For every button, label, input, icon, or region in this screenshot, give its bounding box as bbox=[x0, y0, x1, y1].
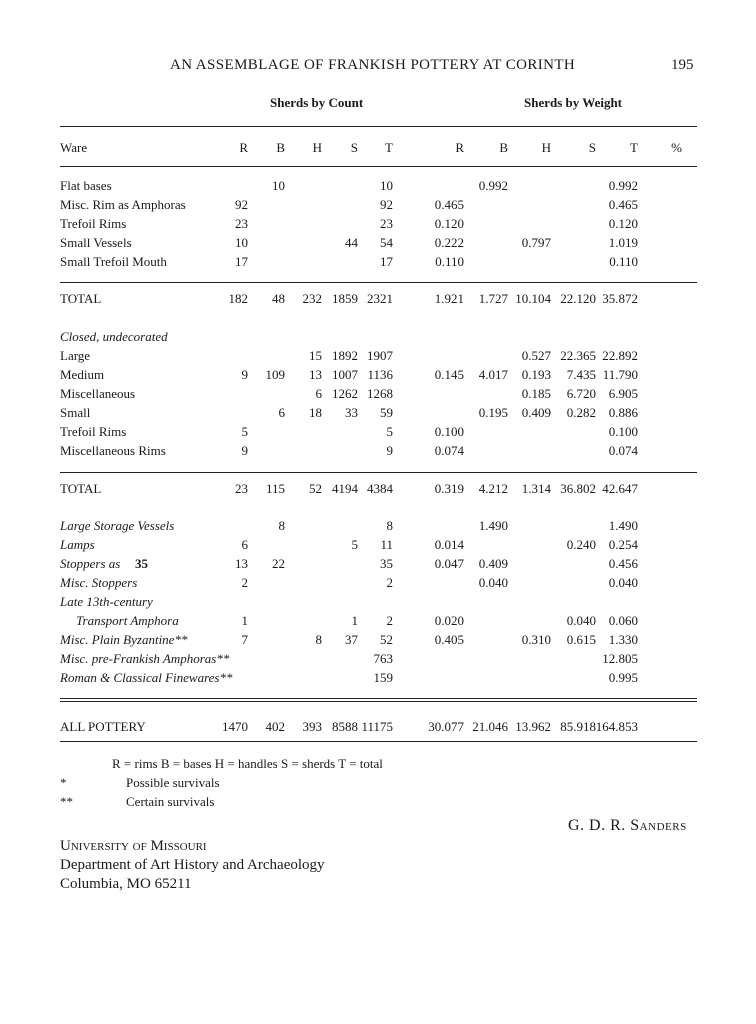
ware-label: Small Vessels bbox=[60, 235, 132, 250]
footnote-mark: * bbox=[60, 775, 67, 790]
weight-cell: 0.195 bbox=[478, 405, 508, 420]
count-cell: 23 bbox=[380, 216, 393, 231]
count-cell: 232 bbox=[302, 291, 322, 306]
weight-cell: 4.017 bbox=[478, 367, 508, 382]
count-cell: 2321 bbox=[367, 291, 393, 306]
count-cell: 1268 bbox=[367, 386, 393, 401]
ware-label: Roman & Classical Finewares** bbox=[60, 670, 233, 685]
count-cell: 182 bbox=[228, 291, 248, 306]
table-row bbox=[0, 613, 756, 631]
weight-cell: 0.282 bbox=[566, 405, 596, 420]
column-header: T bbox=[630, 140, 638, 155]
count-cell: 1470 bbox=[222, 719, 248, 734]
weight-cell: 0.615 bbox=[566, 632, 596, 647]
rule bbox=[60, 166, 697, 167]
count-cell: 6 bbox=[278, 405, 285, 420]
count-cell: 402 bbox=[265, 719, 285, 734]
count-cell: 8 bbox=[315, 632, 322, 647]
weight-cell: 35.872 bbox=[602, 291, 638, 306]
table-row bbox=[0, 556, 756, 574]
weight-cell: 0.222 bbox=[434, 235, 464, 250]
table-row bbox=[0, 216, 756, 234]
count-cell: 48 bbox=[272, 291, 285, 306]
count-cell: 54 bbox=[380, 235, 393, 250]
count-cell: 44 bbox=[345, 235, 358, 250]
weight-cell: 0.100 bbox=[434, 424, 464, 439]
weight-cell: 0.060 bbox=[608, 613, 638, 628]
count-cell: 92 bbox=[380, 197, 393, 212]
column-header: R bbox=[455, 140, 464, 155]
weight-cell: 0.886 bbox=[608, 405, 638, 420]
weight-cell: 6.905 bbox=[608, 386, 638, 401]
table-row bbox=[0, 575, 756, 593]
weight-cell: 4.212 bbox=[478, 481, 508, 496]
count-cell: 92 bbox=[235, 197, 248, 212]
weight-cell: 0.527 bbox=[521, 348, 551, 363]
weight-cell: 0.254 bbox=[608, 537, 638, 552]
ware-label: ALL POTTERY bbox=[60, 719, 146, 734]
weight-cell: 85.918 bbox=[560, 719, 596, 734]
weight-cell: 164.853 bbox=[595, 719, 638, 734]
weight-cell: 36.802 bbox=[560, 481, 596, 496]
rule bbox=[60, 282, 697, 283]
weight-group-header: Sherds by Weight bbox=[524, 95, 623, 110]
count-cell: 35 bbox=[380, 556, 393, 571]
count-cell: 763 bbox=[373, 651, 393, 666]
weight-cell: 0.797 bbox=[521, 235, 551, 250]
ware-label: Transport Amphora bbox=[76, 613, 179, 628]
column-header: S bbox=[350, 140, 358, 155]
ware-label: Miscellaneous bbox=[60, 386, 136, 401]
count-cell: 9 bbox=[241, 443, 248, 458]
ware-label: Flat bases bbox=[60, 178, 112, 193]
count-cell: 52 bbox=[380, 632, 393, 647]
weight-cell: 30.077 bbox=[428, 719, 464, 734]
table-row bbox=[0, 518, 756, 536]
table-row bbox=[0, 670, 756, 688]
count-cell: 37 bbox=[345, 632, 358, 647]
weight-cell: 1.921 bbox=[434, 291, 464, 306]
count-cell: 8 bbox=[386, 518, 393, 533]
count-cell: 393 bbox=[302, 719, 322, 734]
weight-cell: 1.490 bbox=[608, 518, 638, 533]
count-cell: 33 bbox=[345, 405, 358, 420]
column-header: B bbox=[276, 140, 285, 155]
table-row bbox=[0, 254, 756, 272]
ware-label: Small bbox=[60, 405, 91, 420]
weight-cell: 0.074 bbox=[434, 443, 464, 458]
footnote-text: Possible survivals bbox=[126, 775, 220, 790]
ware-label: Medium bbox=[60, 367, 105, 382]
weight-cell: 0.120 bbox=[434, 216, 464, 231]
table-row bbox=[0, 632, 756, 650]
count-cell: 4384 bbox=[367, 481, 393, 496]
table-row bbox=[0, 481, 756, 499]
count-cell: 23 bbox=[235, 216, 248, 231]
ware-label: Late 13th-century bbox=[60, 594, 153, 609]
table-row bbox=[0, 178, 756, 196]
count-cell: 1007 bbox=[332, 367, 358, 382]
page-number: 195 bbox=[671, 57, 694, 73]
count-cell: 10 bbox=[235, 235, 248, 250]
ware-label: Misc. Plain Byzantine** bbox=[60, 632, 188, 647]
count-cell: 15 bbox=[309, 348, 322, 363]
page-header bbox=[0, 57, 756, 77]
weight-cell: 0.040 bbox=[608, 575, 638, 590]
weight-cell: 11.790 bbox=[602, 367, 638, 382]
count-cell: 11175 bbox=[361, 719, 393, 734]
weight-cell: 0.240 bbox=[566, 537, 596, 552]
weight-cell: 0.409 bbox=[478, 556, 508, 571]
weight-cell: 0.074 bbox=[608, 443, 638, 458]
table-row bbox=[0, 367, 756, 385]
count-cell: 6 bbox=[241, 537, 248, 552]
count-cell: 13 bbox=[309, 367, 322, 382]
count-cell: 115 bbox=[265, 481, 285, 496]
column-header: % bbox=[671, 140, 682, 155]
table-row bbox=[0, 537, 756, 555]
table-row bbox=[0, 405, 756, 423]
count-cell: 109 bbox=[265, 367, 285, 382]
weight-cell: 0.319 bbox=[434, 481, 464, 496]
table-row bbox=[0, 719, 756, 737]
table-row bbox=[0, 197, 756, 215]
count-cell: 10 bbox=[380, 178, 393, 193]
footnote-text: Certain survivals bbox=[126, 794, 215, 809]
weight-cell: 21.046 bbox=[472, 719, 508, 734]
weight-cell: 0.310 bbox=[521, 632, 551, 647]
weight-cell: 1.330 bbox=[608, 632, 638, 647]
ware-label: Misc. Rim as Amphoras bbox=[60, 197, 186, 212]
count-cell: 52 bbox=[309, 481, 322, 496]
table-row bbox=[0, 235, 756, 253]
rule bbox=[60, 741, 697, 742]
count-cell: 18 bbox=[309, 405, 322, 420]
weight-cell: 0.185 bbox=[521, 386, 551, 401]
ware-label: Miscellaneous Rims bbox=[60, 443, 166, 458]
count-cell: 2 bbox=[241, 575, 248, 590]
count-cell: 17 bbox=[235, 254, 248, 269]
affiliation-department: Department of Art History and Archaeology bbox=[60, 857, 325, 873]
count-cell: 13 bbox=[235, 556, 248, 571]
count-cell: 159 bbox=[373, 670, 393, 685]
rule bbox=[60, 698, 697, 702]
ware-label: Closed, undecorated bbox=[60, 329, 168, 344]
ware-label: Trefoil Rims bbox=[60, 216, 127, 231]
weight-cell: 0.405 bbox=[434, 632, 464, 647]
count-cell: 5 bbox=[351, 537, 358, 552]
ware-label: Misc. Stoppers bbox=[60, 575, 138, 590]
count-cell: 7 bbox=[241, 632, 248, 647]
count-cell: 11 bbox=[380, 537, 393, 552]
count-cell: 1859 bbox=[332, 291, 358, 306]
ware-label: Large Storage Vessels bbox=[60, 518, 175, 533]
weight-cell: 12.805 bbox=[602, 651, 638, 666]
column-header-row bbox=[0, 140, 756, 158]
rule bbox=[60, 472, 697, 473]
weight-cell: 0.995 bbox=[608, 670, 638, 685]
weight-cell: 0.992 bbox=[608, 178, 638, 193]
ware-label: Trefoil Rims bbox=[60, 424, 127, 439]
count-cell: 4194 bbox=[332, 481, 358, 496]
table-row bbox=[0, 594, 756, 612]
weight-cell: 1.727 bbox=[478, 291, 508, 306]
weight-cell: 7.435 bbox=[566, 367, 596, 382]
table-row bbox=[0, 651, 756, 669]
weight-cell: 0.456 bbox=[608, 556, 638, 571]
count-cell: 10 bbox=[272, 178, 285, 193]
weight-cell: 0.409 bbox=[521, 405, 551, 420]
rule bbox=[60, 126, 697, 127]
column-header: T bbox=[385, 140, 393, 155]
ware-label: Misc. pre-Frankish Amphoras** bbox=[60, 651, 230, 666]
table-row bbox=[0, 443, 756, 461]
ware-label: TOTAL bbox=[60, 291, 102, 306]
weight-cell: 22.365 bbox=[560, 348, 596, 363]
column-header: R bbox=[239, 140, 248, 155]
weight-cell: 0.145 bbox=[434, 367, 464, 382]
column-header: H bbox=[541, 140, 551, 155]
ware-label: TOTAL bbox=[60, 481, 102, 496]
table-row bbox=[0, 424, 756, 442]
weight-cell: 10.104 bbox=[515, 291, 551, 306]
catalogue-number: 35 bbox=[135, 556, 148, 571]
count-cell: 5 bbox=[241, 424, 248, 439]
weight-cell: 6.720 bbox=[566, 386, 596, 401]
weight-cell: 13.962 bbox=[515, 719, 551, 734]
affiliation-address: Columbia, MO 65211 bbox=[60, 876, 192, 892]
table-row bbox=[0, 386, 756, 404]
weight-cell: 0.193 bbox=[521, 367, 551, 382]
count-cell: 9 bbox=[241, 367, 248, 382]
weight-cell: 0.992 bbox=[478, 178, 508, 193]
count-cell: 2 bbox=[386, 613, 393, 628]
table-row bbox=[0, 329, 756, 347]
count-cell: 1907 bbox=[367, 348, 393, 363]
table-row bbox=[0, 348, 756, 366]
column-header: H bbox=[312, 140, 322, 155]
count-cell: 9 bbox=[386, 443, 393, 458]
count-cell: 6 bbox=[315, 386, 322, 401]
count-cell: 23 bbox=[235, 481, 248, 496]
ware-label: Stoppers as bbox=[60, 556, 121, 571]
weight-cell: 0.110 bbox=[609, 254, 638, 269]
count-cell: 22 bbox=[272, 556, 285, 571]
weight-cell: 42.647 bbox=[602, 481, 638, 496]
footnote-mark: ** bbox=[60, 794, 73, 809]
count-cell: 1 bbox=[241, 613, 248, 628]
count-group-header: Sherds by Count bbox=[270, 95, 364, 110]
affiliation-university: University of Missouri bbox=[60, 838, 207, 854]
running-title: AN ASSEMBLAGE OF FRANKISH POTTERY AT CORINTH bbox=[170, 57, 576, 73]
weight-cell: 1.314 bbox=[521, 481, 551, 496]
count-cell: 8588 bbox=[332, 719, 358, 734]
legend-key: R = rims B = bases H = handles S = sherds T = total bbox=[112, 756, 383, 771]
ware-column-header: Ware bbox=[60, 140, 88, 155]
ware-label: Lamps bbox=[60, 537, 95, 552]
weight-cell: 0.120 bbox=[608, 216, 638, 231]
weight-cell: 22.892 bbox=[602, 348, 638, 363]
weight-cell: 0.110 bbox=[435, 254, 464, 269]
weight-cell: 0.040 bbox=[566, 613, 596, 628]
table-row bbox=[0, 291, 756, 309]
count-cell: 1 bbox=[351, 613, 358, 628]
count-cell: 1892 bbox=[332, 348, 358, 363]
ware-label: Large bbox=[60, 348, 91, 363]
count-cell: 8 bbox=[278, 518, 285, 533]
count-cell: 17 bbox=[380, 254, 393, 269]
weight-cell: 0.020 bbox=[434, 613, 464, 628]
count-cell: 59 bbox=[380, 405, 393, 420]
count-cell: 1136 bbox=[367, 367, 393, 382]
count-cell: 5 bbox=[386, 424, 393, 439]
count-cell: 1262 bbox=[332, 386, 358, 401]
count-cell: 2 bbox=[386, 575, 393, 590]
weight-cell: 22.120 bbox=[560, 291, 596, 306]
weight-cell: 1.019 bbox=[608, 235, 638, 250]
column-header: B bbox=[499, 140, 508, 155]
weight-cell: 0.100 bbox=[608, 424, 638, 439]
ware-label: Small Trefoil Mouth bbox=[60, 254, 167, 269]
weight-cell: 0.465 bbox=[608, 197, 638, 212]
column-header: S bbox=[588, 140, 596, 155]
weight-cell: 0.014 bbox=[434, 537, 464, 552]
weight-cell: 0.465 bbox=[434, 197, 464, 212]
author-name: G. D. R. Sanders bbox=[568, 817, 687, 834]
weight-cell: 1.490 bbox=[478, 518, 508, 533]
weight-cell: 0.040 bbox=[478, 575, 508, 590]
weight-cell: 0.047 bbox=[434, 556, 464, 571]
